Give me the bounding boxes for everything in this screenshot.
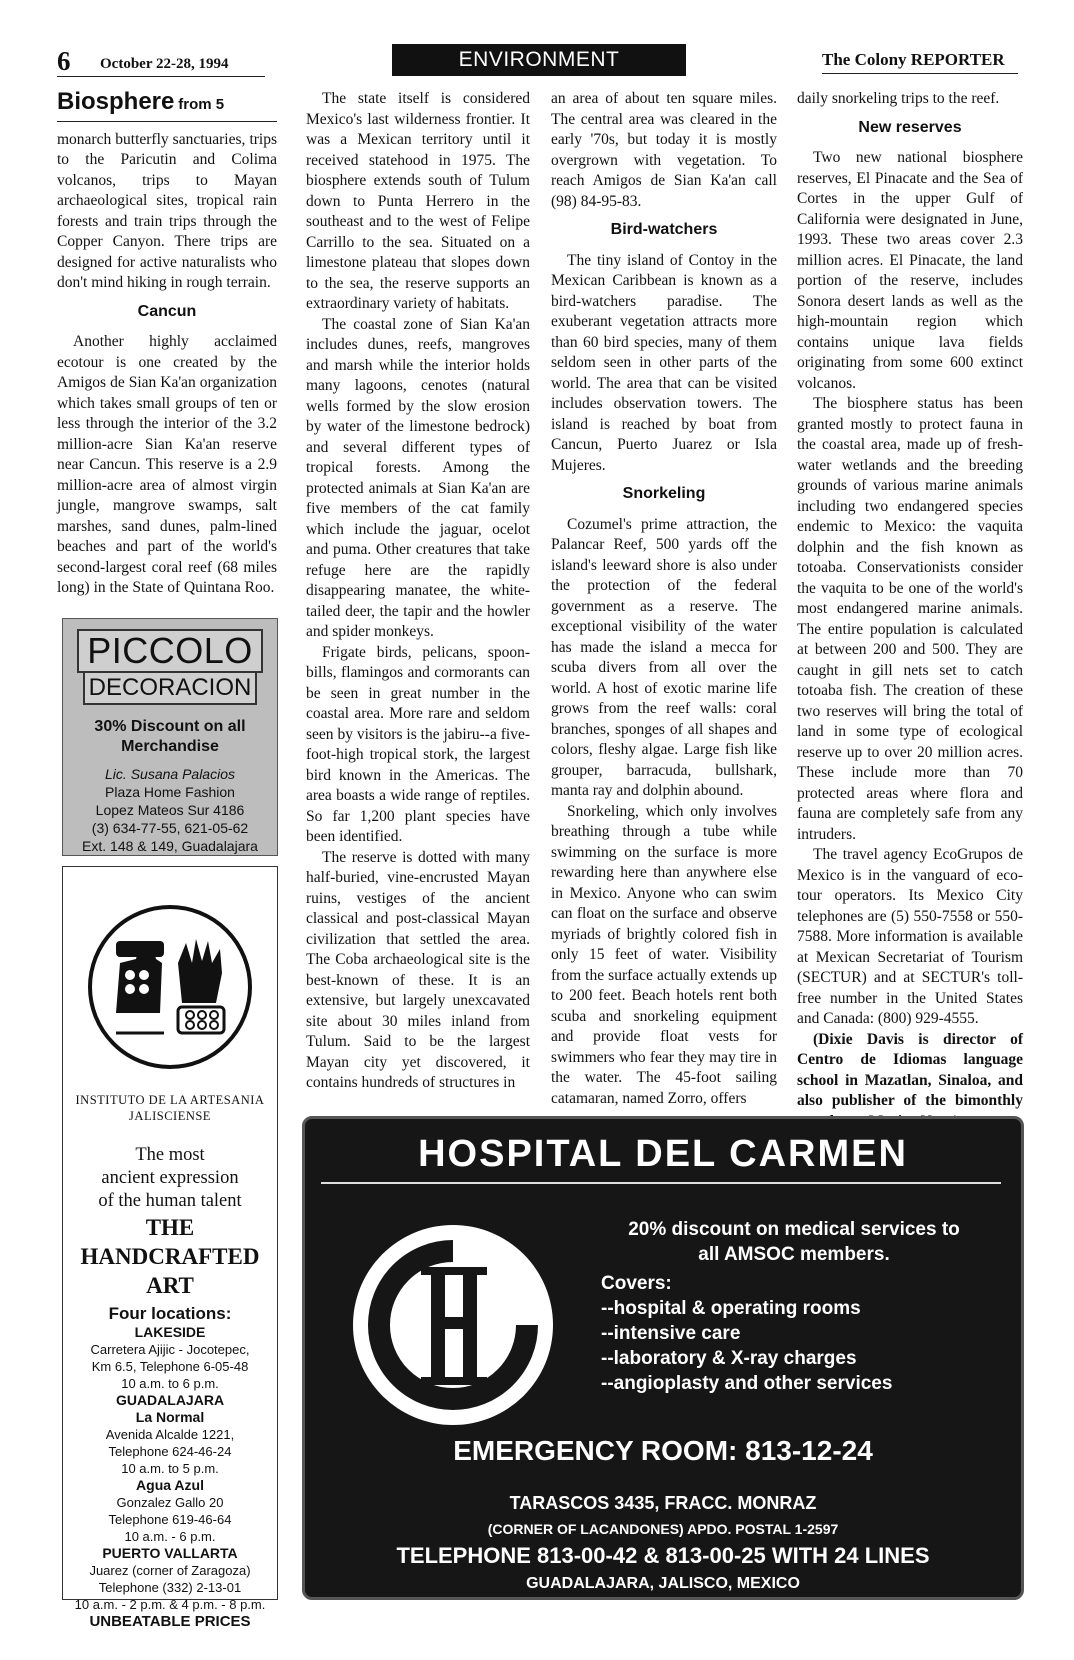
ad-piccolo-offer: 30% Discount on all Merchandise (94, 718, 246, 755)
article-paragraph: The coastal zone of Sian Ka'an includes dunes, reefs, mangroves and marsh while the interior holds many lagoons, cenotes (natural wells formed by the slow erosion by water of the limestone bedrock) and several different types of tropical forests. Among the protected animals at Sian Ka'an are five members of the cat family which include the jaguar, ocelot and puma. Other creatures that take refuge here are the rapidly disappearing manatee, the white-tailed deer, the tapir and the howler and spider monkeys. (306, 315, 530, 640)
ad-instituto-locations-title: Four locations: (108, 1304, 232, 1323)
article-paragraph: The biosphere status has been granted mostly to protect fauna in the coastal area, made up of fresh-water wetlands and the breeding grounds of various marine animals including two endangered species endemic to Mexico: the vaquita dolphin and the fish known as totoaba. Conservationists consider the vaquita to be one of the world's most endangered marine animals. The entire population is calculated at between 200 and 500. They are caught in gill nets set to catch totoaba fish. The creation of these two reserves will bring the total of land in some type of ecological reserve up to over 20 million acres. These include more than 70 protected areas where flora and fauna are completely safe from any intruders. (797, 395, 1023, 843)
article-paragraph: Frigate birds, pelicans, spoon-bills, flamingos and cormorants can be seen in great number in the coastal area. More rare and seldom seen by visitors is the jabiru--a five-foot-high tropical stork, the largest bird known in the Americas. The area boasts a wide range of reptiles. So far 1,200 plant species have been identified. (306, 643, 530, 845)
article-paragraph: The travel agency EcoGrupos de Mexico is in the vanguard of eco-tour operators. Its Mexico City telephones are (5) 550-7558 or 550-7588. More information is available at Mexican Secretariat of Tourism (SECTUR) and at SECTUR's toll-free number in the United States and Canada: (800) 929-4555. (797, 846, 1023, 1027)
tagline-line: The most (135, 1145, 205, 1165)
ad-hospital-address: TARASCOS 3435, FRACC. MONRAZ (509, 1493, 817, 1513)
ad-piccolo-ext: Ext. 148 & 149, Guadalajara (82, 838, 258, 854)
article-paragraph: an area of about ten square miles. The central area was cleared in the early '70s, but today it is mostly overgrown with vegetation. To reach Amigos de Sian Ka'an call (98) 84-95-83. (551, 90, 777, 210)
location-line: Telephone 619-46-64 (108, 1512, 232, 1527)
article-paragraph: Another highly acclaimed ecotour is one created by the Amigos de Sian Ka'an organization which takes small groups of ten or less through the interior of the 3.2 million-acre Sian Ka'an reserve near Cancun. This reserve is a 2.9 million-acre area of almost virgin jungle, mangrove swamps, salt marshes, sand dunes, palm-lined beaches and part of the world's second-largest coral reef (68 miles long) in the State of Quintana Roo. (57, 333, 277, 596)
article-column-4 (797, 89, 1023, 1132)
section-title: ENVIRONMENT (392, 44, 686, 76)
issue-date: October 22-28, 1994 (100, 56, 229, 72)
location-line: Km 6.5, Telephone 6-05-48 (91, 1359, 249, 1374)
article-column-2 (306, 89, 530, 1094)
article-paragraph: daily snorkeling trips to the reef. (797, 90, 1000, 107)
hospital-emblem-icon (349, 1221, 557, 1429)
hospital-emblem-text: CH (453, 1421, 455, 1422)
article-column-1 (57, 88, 277, 599)
ad-hospital-city: GUADALAJARA, JALISCO, MEXICO (526, 1575, 800, 1592)
subhead-snorkeling: Snorkeling (622, 485, 706, 502)
tagline-line: ancient expression (101, 1168, 239, 1188)
article-paragraph: Cozumel's prime attraction, the Palancar Reef, 500 yards off the island's leeward shore is also under the protection of the federal government as a reserve. The exceptional visibility of the water has made the island a mecca for scuba divers from all over the world. A host of exotic marine life grows from the reef walls: coral branches, sponges of all shapes and colors, fleshy algae. Large fish like grouper, barracuda, bullshark, manta ray and dolphin abound. (551, 515, 777, 799)
location-line: Gonzalez Gallo 20 (116, 1495, 224, 1510)
ad-hospital-del-carmen (302, 1116, 1024, 1600)
ad-hospital-address-corner: (CORNER OF LACANDONES) APDO. POSTAL 1-2597 (487, 1521, 839, 1537)
ad-hospital-discount (601, 1217, 987, 1267)
location-line: Telephone (332) 2-13-01 (98, 1580, 242, 1595)
headline-line: ART (146, 1273, 194, 1298)
location-puerto-vallarta: PUERTO VALLARTA (102, 1545, 238, 1561)
headline-line: THE (145, 1215, 195, 1240)
ad-instituto-footer: UNBEATABLE PRICES (89, 1613, 251, 1630)
covers-item: --angioplasty and other services (601, 1373, 893, 1394)
header-rule-left (57, 76, 265, 77)
headline-line: HANDCRAFTED (80, 1244, 260, 1269)
covers-item: --intensive care (601, 1323, 741, 1344)
covers-item: --hospital & operating rooms (601, 1298, 861, 1319)
location-line: 10 a.m. to 6 p.m. (121, 1376, 219, 1391)
page-number: 6 (57, 46, 71, 76)
covers-title: Covers: (601, 1273, 672, 1294)
article-paragraph: Two new national biosphere reserves, El Pinacate and the Sea of Cortes in the upper Gulf of California were designated in June, 1993. These two areas cover 2.3 million acres. El Pinacate, the land portion of the reserve, includes Sonora desert lands as well as the high-mountain region which contains unique lava fields originating from some 600 extinct volcanos. (797, 149, 1023, 392)
article-paragraph: The tiny island of Contoy in the Mexican Caribbean is known as a bird-watchers paradise. The exuberant vegetation attracts more than 60 bird species, many of them seldom seen in other parts of the world. The area that can be visited includes observation towers. The island is reached by boat from Cancun, Puerto Juarez or Isla Mujeres. (551, 251, 777, 474)
article-paragraph: monarch butterfly sanctuaries, trips to the Paricutin and Colima volcanos, trips to Mayan archaeological sites, tropical rain forests and train trips through the Copper Canyon. There trips are designed for active naturalists who don't mind hiking in rough terrain. (57, 130, 277, 291)
ad-piccolo-decoracion (62, 618, 278, 856)
ad-hospital-title-rule (321, 1182, 1001, 1184)
location-guadalajara: GUADALAJARA (115, 1392, 225, 1408)
ad-piccolo-name: PICCOLO (77, 629, 263, 673)
location-line: Juarez (corner of Zaragoza) (89, 1563, 251, 1578)
location-line: 10 a.m. to 5 p.m. (121, 1461, 219, 1476)
headline-rule (57, 121, 277, 122)
ad-instituto-tagline (63, 1144, 277, 1213)
ad-piccolo-details (63, 765, 277, 855)
newspaper-name: The Colony REPORTER (822, 50, 1005, 69)
ad-piccolo-phone: (3) 634-77-55, 621-05-62 (91, 820, 249, 836)
hands-logo-icon (86, 903, 254, 1071)
ad-piccolo-store: Plaza Home Fashion (105, 784, 235, 800)
ad-piccolo-contact: Lic. Susana Palacios (105, 766, 235, 782)
article-paragraph: Snorkeling, which only involves breathing through a tube while swimming on the surface is more rewarding here than anywhere else in Mexico. Anyone who can swim can float on the surface and observe myriads of brightly colored fish in only 15 feet of water. Visibility from the surface actually extends up to 200 feet. Beach hotels rent both scuba and snorkeling equipment and provide float vests for swimmers who fear they may tire in the water. The 45-foot sailing catamaran, named Zorro, offers (551, 802, 777, 1107)
location-line: 10 a.m. - 2 p.m. & 4 p.m. - 8 p.m. (74, 1597, 266, 1612)
location-agua-azul: Agua Azul (136, 1477, 204, 1493)
header-rule-right (822, 73, 1018, 74)
location-lakeside: LAKESIDE (134, 1324, 206, 1340)
subhead-bird-watchers: Bird-watchers (610, 221, 718, 238)
ad-piccolo-subname: DECORACION (83, 673, 257, 705)
tagline-line: of the human talent (98, 1191, 242, 1211)
subhead-new-reserves: New reserves (858, 118, 962, 136)
discount-line: all AMSOC members. (698, 1244, 890, 1265)
article-headline (57, 88, 277, 116)
subhead-cancun: Cancun (137, 302, 197, 320)
location-sub: La Normal (135, 1409, 205, 1425)
article-column-3 (551, 89, 777, 1109)
location-line: 10 a.m. - 6 p.m. (124, 1529, 216, 1544)
headline-continued: from 5 (178, 96, 225, 113)
author-bio-text: (Dixie Davis is director of Centro de Idiomas language school in Mazatlan, Sinaloa, and also publisher of the bimonthly (797, 1030, 1023, 1109)
ad-instituto-artesania (62, 866, 278, 1630)
article-paragraph: The state itself is considered Mexico's last wilderness frontier. It was a Mexican territory until it received statehood in 1975. The biosphere extends south of Tulum down to Punta Herrero in the southeast and to the west of Felipe Carrillo to the sea. Situated on a limestone plateau that slopes down to the sea, the reserve supports an extraordinary variety of habitats. (306, 90, 530, 312)
covers-item: --laboratory & X-ray charges (601, 1348, 857, 1369)
ad-instituto-headline (63, 1213, 277, 1300)
ad-hospital-emergency: EMERGENCY ROOM: 813-12-24 (453, 1435, 873, 1466)
ad-piccolo-address: Lopez Mateos Sur 4186 (95, 802, 245, 818)
discount-line: 20% discount on medical services to (628, 1219, 960, 1240)
location-line: Telephone 624-46-24 (108, 1444, 232, 1459)
headline-text: Biosphere (57, 88, 175, 115)
ad-hospital-covers (601, 1271, 892, 1396)
ad-instituto-name: INSTITUTO DE LA ARTESANIA JALISCIENSE (75, 1093, 265, 1123)
location-line: Avenida Alcalde 1221, (105, 1427, 235, 1442)
ad-hospital-title: HOSPITAL DEL CARMEN (418, 1133, 908, 1175)
ad-hospital-telephone: TELEPHONE 813-00-42 & 813-00-25 WITH 24 LINES (396, 1543, 930, 1568)
article-paragraph: The reserve is dotted with many half-buried, vine-encrusted Mayan ruins, vestiges of the ancient classical and post-classical Mayan civilization that settled the area. The Coba archaeological site is the best-known of these. It is an extensive, but largely unexcavated site about 30 miles inland from Tulum. Said to be the largest Mayan city yet discovered, it contains hundreds of structures in (306, 848, 530, 1091)
location-line: Carretera Ajijic - Jocotepec, (90, 1342, 250, 1357)
